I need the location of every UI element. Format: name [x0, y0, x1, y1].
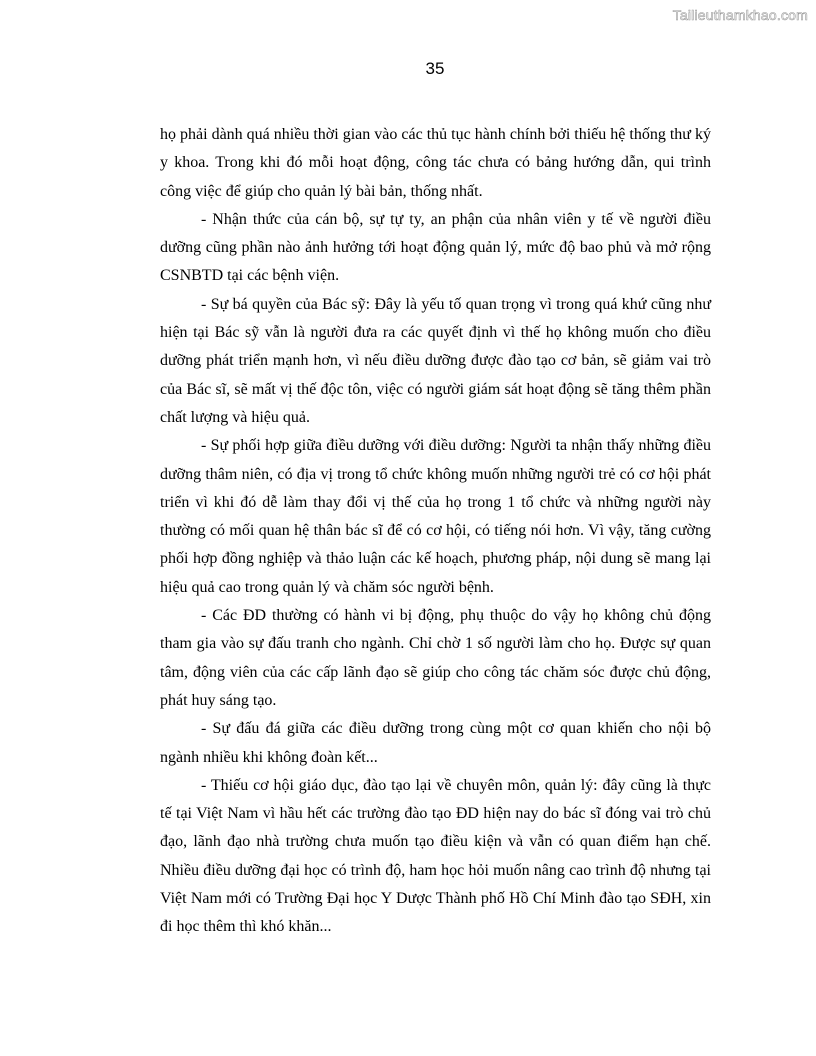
watermark: Tailieuthamkhao.com	[672, 7, 808, 23]
paragraph-education-lack: - Thiếu cơ hội giáo dục, đào tạo lại về chuyên môn, quản lý: đây cũng là thực tế tại Việt Nam vì hầu hết các trường đào tạo ĐD hiện nay do bác sĩ đóng vai trò chủ đạo, lãnh đạo nhà trường chưa muốn tạo điều kiện và vẫn có quan điểm hạn chế. Nhiều điều dưỡng đại học có trình độ, ham học hỏi muốn nâng cao trình độ nhưng tại Việt Nam mới có Trường Đại học Y Dược Thành phố Hồ Chí Minh đào tạo SĐH, xin đi học thêm thì khó khăn...	[160, 776, 711, 936]
page-number: 35	[425, 59, 445, 78]
paragraph-doctor-dominance: - Sự bá quyền của Bác sỹ: Đây là yếu tố quan trọng vì trong quá khứ cũng như hiện tại Bác sỹ vẫn là người đưa ra các quyết định vì thế họ không muốn cho điều dưỡng phát triển mạnh hơn, vì nếu điều dưỡng được đào tạo cơ bản, sẽ giảm vai trò của Bác sĩ, sẽ mất vị thế độc tôn, việc có người giám sát hoạt động sẽ tăng thêm phần chất lượng và hiệu quả.	[160, 295, 711, 426]
paragraph-continuation: họ phải dành quá nhiều thời gian vào các thủ tục hành chính bởi thiếu hệ thống thư ký y khoa. Trong khi đó mỗi hoạt động, công tác chưa có bảng hướng dẫn, qui trình công việc để giúp cho quản lý bài bản, thống nhất.	[160, 126, 711, 200]
paragraph-staff-awareness: - Nhận thức của cán bộ, sự tự ty, an phận của nhân viên y tế về người điều dưỡng cũng phần nào ảnh hưởng tới hoạt động quản lý, mức độ bao phủ và mở rộng CSNBTD tại các bệnh viện.	[160, 210, 711, 285]
paragraph-nurse-coordination: - Sự phối hợp giữa điều dưỡng với điều dưỡng: Người ta nhận thấy những điều dưỡng thâm niên, có địa vị trong tổ chức không muốn những người trẻ có cơ hội phát triển vì khi đó dễ làm thay đổi vị thế của họ trong 1 tổ chức và những người này thường có mối quan hệ thân bác sĩ để có cơ hội, có tiếng nói hơn. Vì vậy, tăng cường phối hợp đồng nghiệp và thảo luận các kế hoạch, phương pháp, nội dung sẽ mang lại hiệu quả cao trong quản lý và chăm sóc người bệnh.	[160, 437, 711, 596]
paragraph-passive-behavior: - Các ĐD thường có hành vi bị động, phụ thuộc do vậy họ không chủ động tham gia vào sự đấu tranh cho ngành. Chỉ chờ 1 số người làm cho họ. Được sự quan tâm, động viên của các cấp lãnh đạo sẽ giúp cho công tác chăm sóc được chủ động, phát huy sáng tạo.	[160, 607, 711, 709]
document-body	[160, 121, 711, 942]
paragraph-internal-conflict: - Sự đấu đá giữa các điều dưỡng trong cùng một cơ quan khiến cho nội bộ ngành nhiều khi không đoàn kết...	[160, 720, 711, 766]
